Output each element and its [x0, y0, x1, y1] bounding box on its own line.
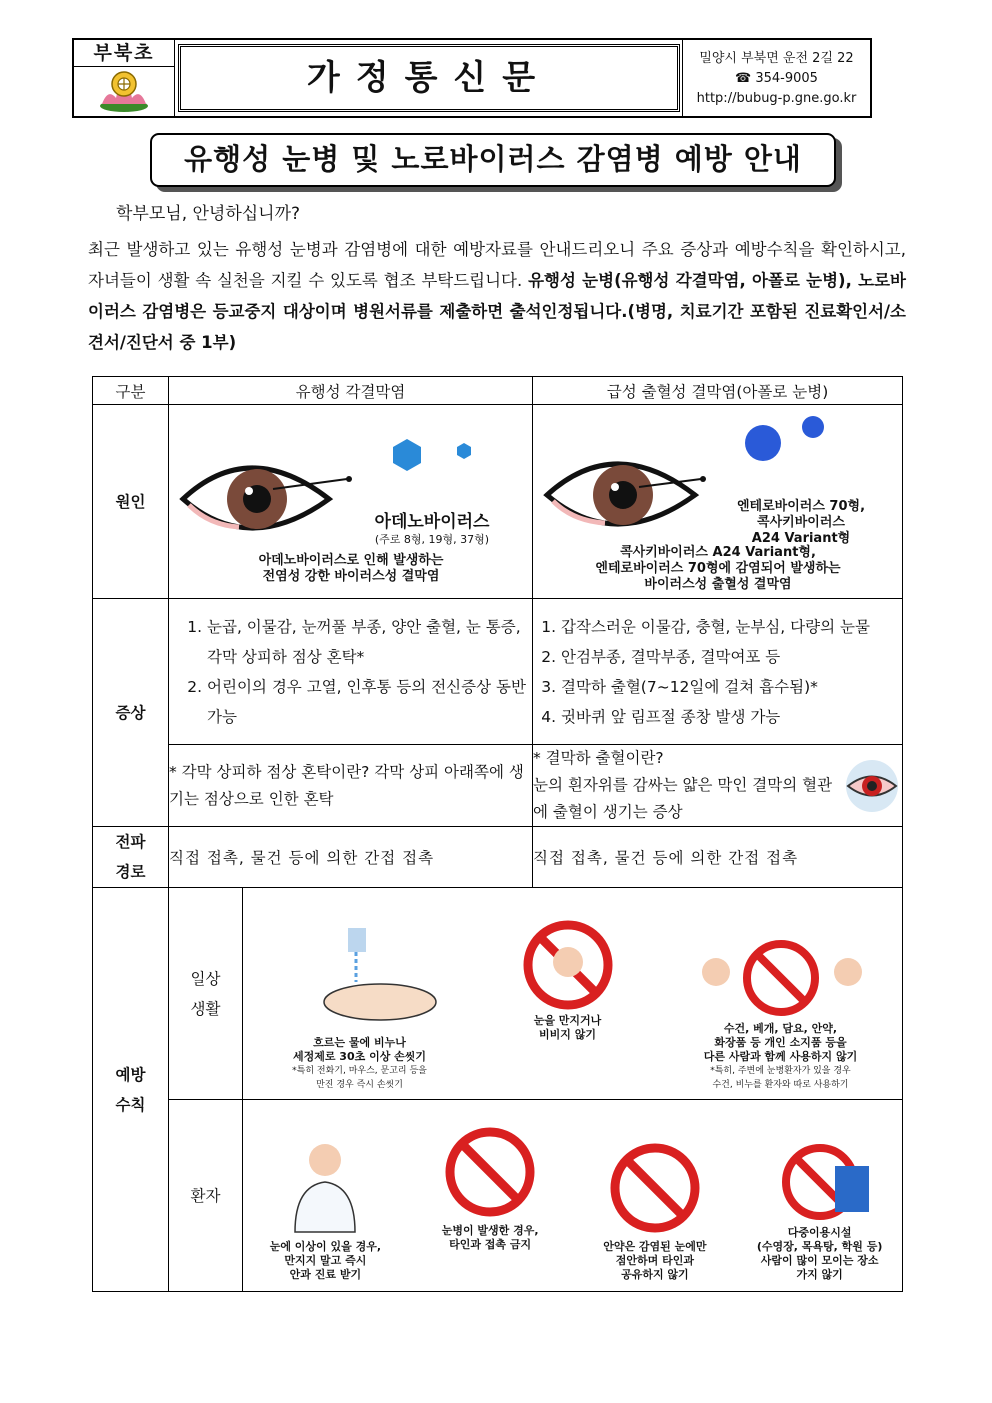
symptom-ahc-note-answer: 눈의 흰자위를 감싸는 얇은 막인 결막의 혈관에 출혈이 생기는 증상 — [533, 776, 833, 821]
symptom-ahc-cell — [533, 599, 903, 745]
row-label-cause: 원인 — [93, 405, 169, 599]
no-contact-icon — [415, 1124, 565, 1220]
prevention-label-2: 수칙 — [115, 1095, 146, 1114]
symptom-ekc-note: * 각막 상피하 점상 혼탁이란? 각막 상피 아래쪽에 생기는 점상으로 인한 혼탁 — [169, 745, 533, 827]
header-box — [72, 38, 872, 118]
cause-ahc-desc-3: 바이러스성 출혈성 결막염 — [644, 576, 792, 592]
no-sharing-caption-1: 수건, 베개, 담요, 안약, — [723, 1021, 838, 1035]
no-contact-caption-1: 눈병이 발생한 경우, — [441, 1223, 539, 1237]
phone: ☎ 354-9005 — [735, 71, 818, 86]
row-label-symptom: 증상 — [93, 599, 169, 827]
no-sharing-sub-1: *특히, 주변에 눈병환자가 있을 경우 — [710, 1065, 851, 1076]
patient-tip-avoid-crowds — [745, 1142, 895, 1282]
cause-ekc-desc-1: 아데노바이러스로 인해 발생하는 — [258, 552, 444, 568]
cause-ekc-virus: 아데노바이러스 — [374, 511, 490, 532]
table-head-ekc: 유행성 각결막염 — [169, 377, 533, 405]
no-touch-caption-1: 눈을 만지거나 — [533, 1013, 602, 1027]
list-item: 1. 갑작스러운 이물감, 충혈, 눈부심, 다량의 눈물 — [561, 612, 896, 642]
list-item: 2. 어린이의 경우 고열, 인후통 등의 전신증상 동반 가능 — [207, 672, 526, 732]
symptom-ahc-note-question: * 결막하 출혈이란? — [533, 749, 664, 767]
website-link[interactable]: http://bubug-p.gne.go.kr — [696, 91, 857, 106]
no-share-eyedrops-icon — [580, 1140, 730, 1236]
list-item: 1. 눈곱, 이물감, 눈꺼풀 부종, 양안 출혈, 눈 통증, 각막 상피하 점상 혼탁* — [207, 612, 526, 672]
address: 밀양시 부북면 운전 2길 22 — [699, 51, 854, 66]
list-item: 4. 귓바퀴 앞 림프절 종창 발생 가능 — [561, 702, 896, 732]
symptom-ekc-cell — [169, 599, 533, 745]
list-item: 3. 결막하 출혈(7~12일에 걸쳐 흡수됨)* — [561, 672, 896, 702]
symptom-ahc-list — [533, 612, 902, 732]
eyedrops-caption-3: 공유하지 않기 — [621, 1267, 689, 1281]
cause-ekc-cell — [169, 405, 533, 599]
no-sharing-caption-2: 화장품 등 개인 소지품 등을 — [714, 1035, 847, 1049]
school-emblem-icon — [94, 68, 154, 114]
cause-ahc-desc-2: 엔테로바이러스 70형에 감염되어 발생하는 — [595, 560, 841, 576]
no-sharing-sub-2: 수건, 비누를 환자와 따로 사용하기 — [712, 1079, 849, 1090]
no-public-facility-icon — [745, 1142, 895, 1222]
handwash-caption-2: 세정제로 30초 이상 손씻기 — [292, 1049, 427, 1063]
symptom-ahc-note-cell — [533, 745, 903, 827]
cause-ekc-desc — [169, 553, 533, 585]
patient-tip-see-doctor — [250, 1136, 400, 1282]
daily-label-1: 일상 — [190, 969, 221, 988]
crowds-caption-3: 사람이 많이 모이는 장소 — [760, 1253, 879, 1267]
daily-tip-handwash — [260, 922, 460, 1092]
handwash-icon — [260, 922, 460, 1032]
doctor-icon — [250, 1136, 400, 1236]
eyedrops-caption-2: 점안하며 타인과 — [615, 1253, 694, 1267]
crowds-caption-4: 가지 않기 — [796, 1267, 843, 1281]
list-item: 2. 안검부종, 결막부종, 결막여포 등 — [561, 642, 896, 672]
no-touch-caption-2: 비비지 않기 — [539, 1027, 596, 1041]
prevention-label-1: 예방 — [115, 1065, 146, 1084]
cause-ahc-virus-2: 콕사키바이러스 — [757, 514, 845, 530]
daily-tip-no-touch-eyes — [493, 890, 643, 1042]
cause-ekc-types: (주로 8형, 19형, 37형) — [374, 532, 490, 546]
cause-ahc-virus-1: 엔테로바이러스 70형, — [736, 498, 866, 514]
row-label-transmission — [93, 827, 169, 888]
intro-bold-text: 유행성 눈병(유행성 각결막염, 아폴로 눈병), 노로바이러스 감염병은 등교중지 대상이며 병원서류를 제출하면 출석인정됩니다.(병명, 치료기간 포함된 진료확인서/소견서/진단서 중 1부) — [88, 271, 906, 352]
doctor-caption-3: 안과 진료 받기 — [289, 1267, 362, 1281]
cause-ahc-desc-1: 콕사키바이러스 A24 Variant형, — [620, 544, 816, 560]
handwash-sub-2: 만진 경우 즉시 손씻기 — [316, 1079, 403, 1090]
daily-tip-no-sharing — [676, 938, 886, 1092]
school-name: 부북초 — [74, 40, 174, 67]
handwash-sub-1: *특히 전화기, 마우스, 문고리 등을 — [292, 1065, 427, 1076]
cause-ahc-virus-3: A24 Variant형 — [751, 530, 851, 546]
no-sharing-caption-3: 다른 사람과 함께 사용하지 않기 — [703, 1049, 858, 1063]
daily-life-label — [169, 888, 243, 1100]
school-box — [74, 40, 175, 116]
red-eye-icon — [842, 759, 902, 813]
symptom-ekc-list — [169, 612, 532, 732]
daily-label-2: 생활 — [190, 999, 221, 1018]
patient-tip-eye-drops — [580, 1140, 730, 1282]
transmission-ekc: 직접 접촉, 물건 등에 의한 간접 접촉 — [169, 827, 533, 888]
no-sharing-icon — [676, 938, 886, 1018]
patient-label: 환자 — [169, 1100, 243, 1292]
intro-paragraph — [88, 234, 906, 358]
crowds-caption-1: 다중이용시설 — [787, 1225, 852, 1239]
row-label-prevention — [93, 888, 169, 1292]
eyedrops-caption-1: 안약은 감염된 눈에만 — [603, 1239, 707, 1253]
info-table — [92, 376, 903, 1292]
cause-ahc-desc — [533, 545, 903, 593]
notice-banner: 유행성 눈병 및 노로바이러스 감염병 예방 안내 — [150, 133, 836, 187]
doctor-caption-2: 만지지 말고 즉시 — [284, 1253, 367, 1267]
cause-ahc-virus — [701, 499, 901, 547]
patient-cell — [243, 1100, 903, 1292]
no-contact-caption-2: 타인과 접촉 금지 — [449, 1237, 532, 1251]
doctor-caption-1: 눈에 이상이 있을 경우, — [269, 1239, 382, 1253]
transmission-label-2: 경로 — [115, 863, 146, 881]
patient-tip-no-contact — [415, 1102, 565, 1252]
table-head-ahc: 급성 출혈성 결막염(아폴로 눈병) — [533, 377, 903, 405]
handwash-caption-1: 흐르는 물에 비누나 — [313, 1035, 406, 1049]
greeting: 학부모님, 안녕하십니까? — [116, 204, 301, 224]
cause-ekc-desc-2: 전염성 강한 바이러스성 결막염 — [262, 568, 440, 584]
crowds-caption-2: (수영장, 목욕탕, 학원 등) — [756, 1239, 883, 1253]
transmission-ahc: 직접 접촉, 물건 등에 의한 간접 접촉 — [533, 827, 903, 888]
intro-text: 최근 발생하고 있는 유행성 눈병과 감염병에 대한 예방자료를 안내드리오니 주요 증상과 예방수칙을 확인하시고, 자녀들이 생활 속 실천을 지킬 수 있도록 협조 부탁드립니다. — [88, 240, 906, 290]
transmission-label-1: 전파 — [115, 833, 146, 851]
cause-ahc-cell — [533, 405, 903, 599]
no-touch-eyes-icon — [493, 920, 643, 1010]
daily-life-cell — [243, 888, 903, 1100]
table-head-category: 구분 — [93, 377, 169, 405]
contact-info — [682, 40, 870, 116]
page-title: 가정통신문 — [178, 44, 680, 112]
